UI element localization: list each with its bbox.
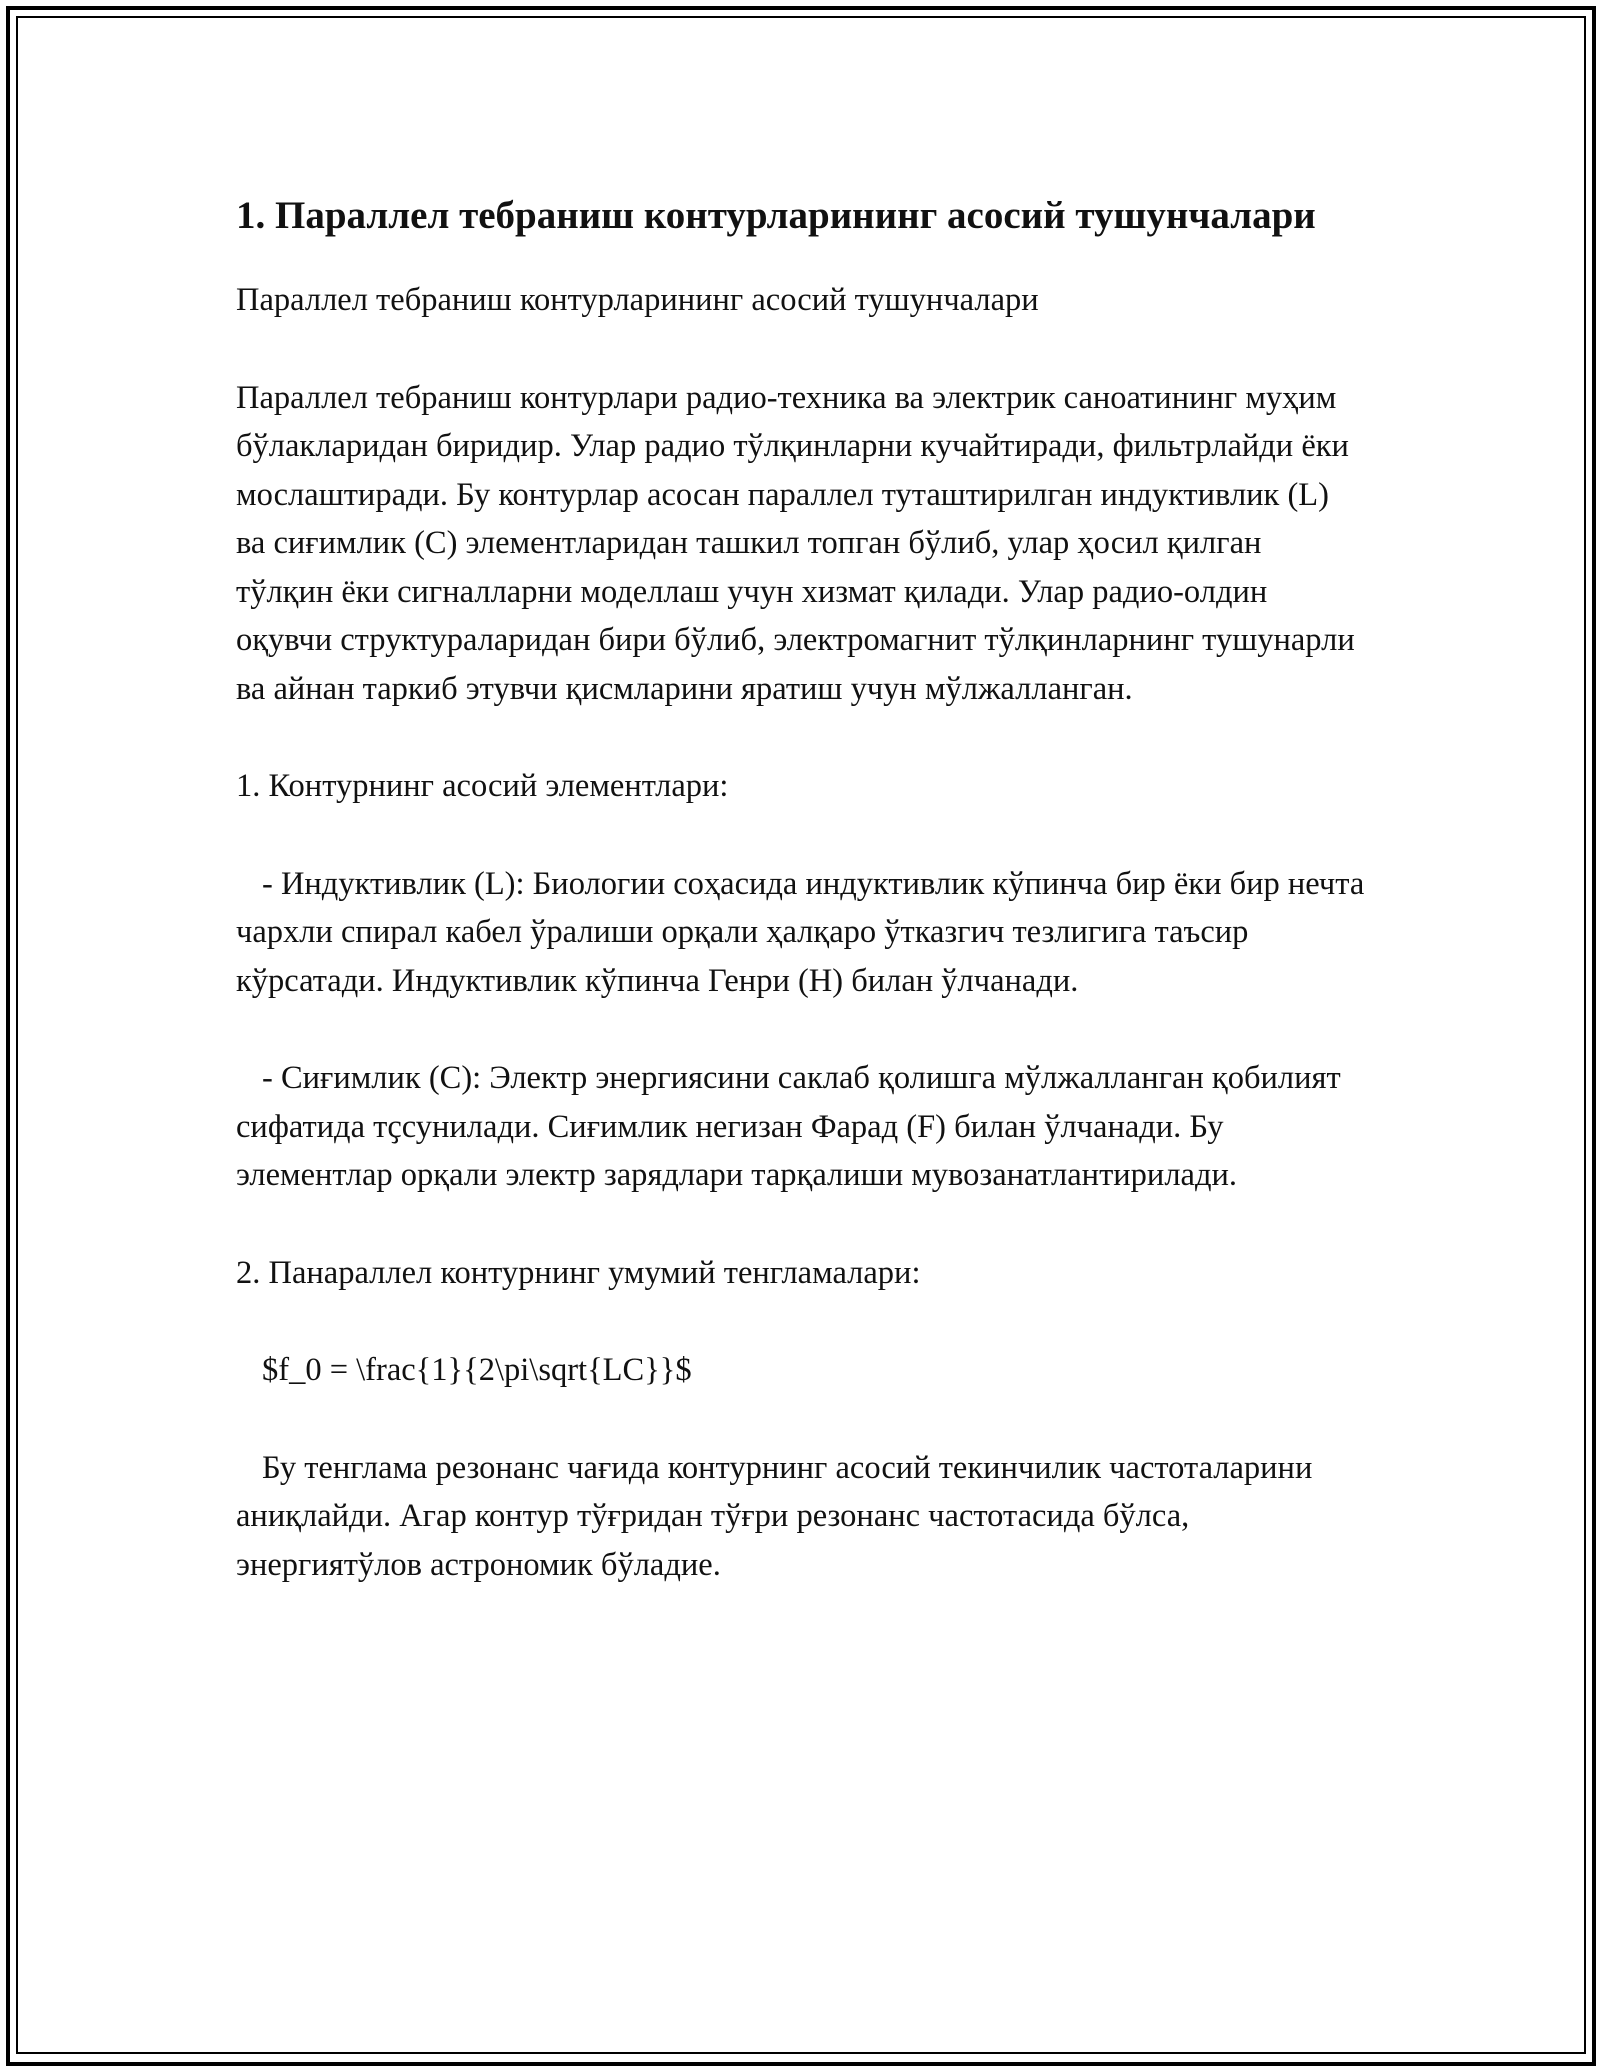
- document-body: [236, 188, 1366, 1638]
- capacitance-item: - Сиғимлик (C): Электр энергиясини саклаб қолишга мўлжалланган қобилият сифатида тҫсунилади. Сиғимлик негизан Фарад (F) билан ўлчанади. Бу элементлар орқали электр зарядлари тарқалиши мувозанатлантирилади.: [236, 1060, 1341, 1193]
- inductance-item: - Индуктивлик (L): Биологии соҳасида индуктивлик кўпинча бир ёки бир нечта чархли спирал кабел ўралиши орқали ҳалқаро ўтказгич тезлигига таъсир кўрсатади. Индуктивлик кўпинча Генри (H) билан ўлчанади.: [236, 865, 1365, 999]
- section-1-heading: 1. Контурнинг асосий элементлари:: [236, 768, 729, 804]
- document-subtitle: Параллел тебраниш контурларининг асосий тушунчалари: [236, 282, 1039, 318]
- resonance-formula: $f_0 = \frac{1}{2\pi\sqrt{LC}}$: [262, 1352, 692, 1388]
- intro-paragraph: Параллел тебраниш контурлари радио-техника ва электрик саноатининг муҳим бўлакларидан биридир. Улар радио тўлқинларни кучайтиради, фильтрлайди ёки мослаштиради. Бу контурлар асосан параллел туташтирилган индуктивлик (L) ва сиғимлик (C) элементларидан ташкил топган бўлиб, улар ҳосил қилган тўлқин ёки сигналларни моделлаш учун хизмат қилади. Улар радио-олдин оқувчи структураларидан бири бўлиб, электромагнит тўлқинларнинг тушунарли ва айнан таркиб этувчи қисмларини яратиш учун мўлжалланган.: [236, 379, 1355, 707]
- document-title: 1. Параллел тебраниш контурларининг асосий тушунчалари: [236, 194, 1316, 237]
- formula-explanation: Бу тенглама резонанс чағида контурнинг асосий текинчилик частоталарини аниқлайди. Агар контур тўғридан тўғри резонанс частотасида бўлса, энергиятўлов астрономик бўладие.: [236, 1449, 1313, 1583]
- section-2-heading: 2. Панараллел контурнинг умумий тенгламалари:: [236, 1254, 921, 1291]
